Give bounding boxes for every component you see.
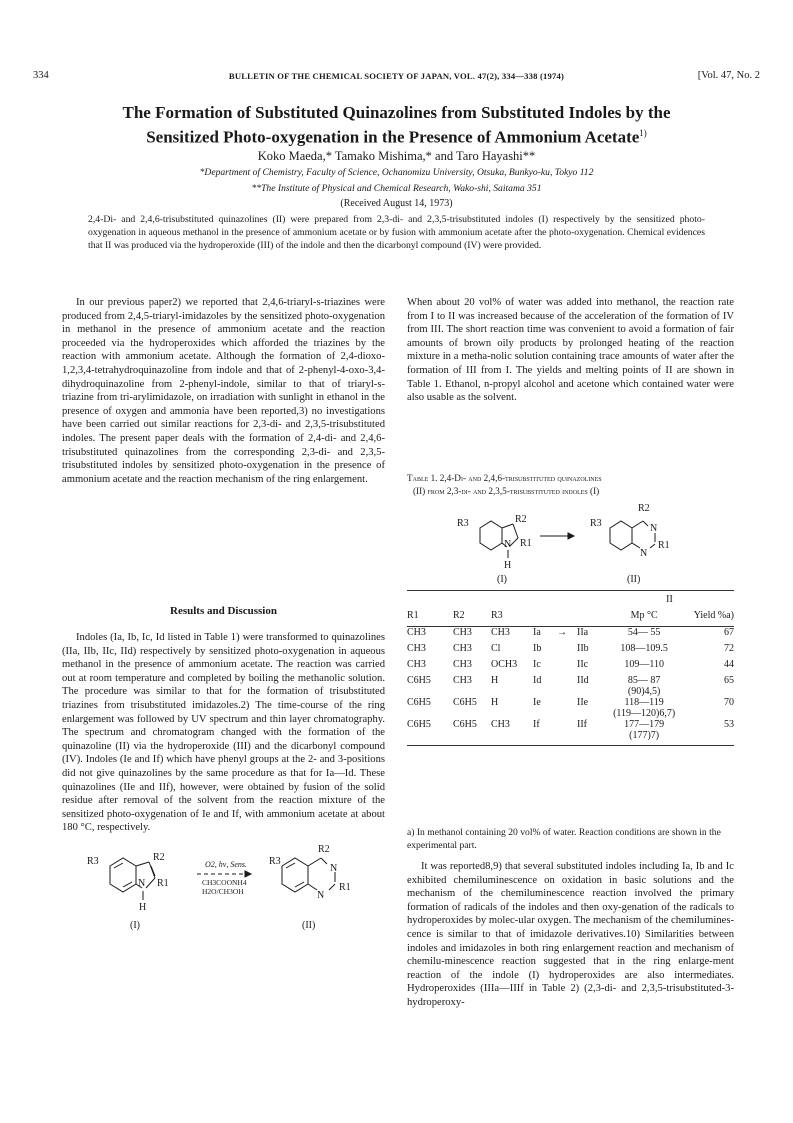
- right-top-text: When about 20 vol% of water was added into methanol, the reaction rate from I to II was increased because of the acceleration of the formation of IV from III. The short reaction time was convenient to avoid a formation of fair amounts of brown oily products by prolonged heating of the reaction mixture in a metha-nolic solution containing trace amounts of water after the formation of III from I. The yields and melting points of II are shown in Table 1. Ethanol, n-propyl alcohol and acetone which contained water were also usable as the solvent.: [407, 297, 734, 404]
- cell-mp-value: 85— 87: [627, 675, 661, 686]
- scheme-conditions-bottom-1: CH3COONH4: [202, 878, 247, 887]
- right-bottom-text: It was reported8,9) that several substituted indoles including Ia, Ib and Ic exhibited chemiluminescence on oxidation in basic solutions and the mechanism of the chemiluminescence reaction involved the primary formation of radicals of the indoles and then oxy-genation of the radicals to hydroperoxides by molec-ular oxygen. The mechanism of the chemilumines-cence is similar to that of imidazole derivatives.10) Similarities between indoles and imidazoles in both ring enlargement reaction and mechanism of chemilu-minescence reaction suggested that in the ring enlarge-ment reaction of the indole (I) hydroperoxides are also intermediates. Hydroperoxides (IIIa—IIIf in Table 2) (2,3-di- and 2,3,5-trisubstituted-3-hydroperoxy-: [407, 861, 734, 1008]
- diagram-r2-left: R2: [515, 514, 527, 525]
- cell-mp-literature: (90)4,5): [627, 686, 661, 697]
- cell-arrow: [557, 719, 577, 741]
- cell-indole: Ie: [533, 697, 541, 708]
- cell-r1: CH3: [407, 627, 426, 638]
- title-line-2-text: Sensitized Photo-oxygenation in the Presence of Ammonium Acetate: [146, 127, 640, 147]
- cell-r3: H: [491, 675, 499, 686]
- cell-r3: CH3: [491, 719, 510, 730]
- header-R2: R2: [453, 610, 491, 627]
- scheme-conditions-top: O2, hν, Sens.: [205, 860, 247, 869]
- cell-arrow: [557, 643, 577, 659]
- cell-r3: Cl: [491, 643, 501, 654]
- header-yield: Yield %a): [683, 610, 734, 627]
- cell-r2: C6H5: [453, 719, 477, 730]
- cell-r2: CH3: [453, 643, 472, 654]
- scheme-label-I: (I): [130, 920, 140, 931]
- cell-mp-value: 109—110: [624, 659, 664, 670]
- cell-quinazoline: IIc: [577, 659, 589, 670]
- cell-r2: CH3: [453, 659, 472, 670]
- scheme-r2-right: R2: [318, 844, 330, 855]
- header-R1: R1: [407, 610, 453, 627]
- volume-number: [Vol. 47, No. 2: [697, 70, 760, 81]
- cell-mp-value: 177—179: [624, 719, 665, 730]
- cell-arrow: →: [557, 627, 567, 638]
- running-header: [33, 70, 760, 86]
- cell-r1: C6H5: [407, 719, 431, 730]
- table-structure-diagram: [450, 500, 700, 588]
- cell-yield: 65: [724, 675, 734, 686]
- cell-arrow: [557, 697, 577, 719]
- table-caption-line-1: Table 1. 2,4-Di- and 2,4,6-trisubstituted quinazolines: [407, 473, 602, 483]
- scheme-r3-right: R3: [269, 856, 281, 867]
- diagram-r1-right: R1: [658, 540, 670, 551]
- cell-r2: C6H5: [453, 697, 477, 708]
- table-row: [407, 719, 734, 741]
- table-row: [407, 627, 734, 644]
- scheme-r2-left: R2: [153, 852, 165, 863]
- page-number: 334: [33, 70, 49, 81]
- cell-yield: 72: [724, 643, 734, 654]
- table-caption-line-2: (II) from 2,3-di- and 2,3,5-trisubstituted indoles (I): [413, 486, 600, 496]
- cell-mp: [605, 697, 683, 719]
- cell-mp-value: 108—109.5: [620, 643, 668, 654]
- diagram-n-right-bottom: N: [640, 548, 648, 559]
- title-line-2: [60, 123, 733, 148]
- scheme-r1-right: R1: [339, 882, 351, 893]
- cell-mp-literature: (119—120)6,7): [613, 708, 676, 719]
- cell-r3: CH3: [491, 627, 510, 638]
- table-grid: [407, 594, 734, 746]
- cell-yield: 70: [724, 697, 734, 708]
- diagram-r3-left: R3: [457, 518, 469, 529]
- scheme-h: H: [139, 902, 147, 913]
- diagram-r3-right: R3: [590, 518, 602, 529]
- diagram-h: H: [504, 560, 512, 571]
- cell-indole: Ic: [533, 659, 541, 670]
- cell-mp: [605, 659, 683, 675]
- header-blank: [407, 594, 453, 610]
- header-R3: R3: [491, 610, 533, 627]
- table-body: [407, 627, 734, 742]
- title-footnote-mark: 1): [639, 128, 647, 138]
- affiliation-2: **The Institute of Physical and Chemical Research, Wako-shi, Saitama 351: [251, 183, 542, 194]
- scheme-r1-left: R1: [157, 878, 169, 889]
- header-II: II: [666, 594, 673, 605]
- diagram-label-I: (I): [497, 574, 507, 585]
- cell-mp-literature: (177)7): [629, 730, 660, 741]
- table-row: [407, 659, 734, 675]
- header-mp: Mp °C: [605, 610, 683, 627]
- abstract: 2,4-Di- and 2,4,6-trisubstituted quinazolines (II) were prepared from 2,3-di- and 2,3,5-trisubstituted indoles (I) respectively by the sensitized photo-oxygenation in aqueous methanol in the presence of ammonium acetate or by fusion with ammonium acetate after the photo-oxygenation. Chemical evidences that II was produced via the hydroperoxide (III) of the indole and then the dicarbonyl compound (IV) were provided.: [88, 214, 705, 251]
- cell-r2: CH3: [453, 675, 472, 686]
- title-line-1: The Formation of Substituted Quinazolines from Substituted Indoles by the: [122, 103, 671, 122]
- right-bottom-paragraph: [407, 860, 734, 1010]
- cell-indole: Ia: [533, 627, 541, 638]
- cell-yield: 67: [724, 627, 734, 638]
- cell-indole: If: [533, 719, 540, 730]
- table-row: [407, 675, 734, 697]
- scheme-n-left: N: [138, 878, 146, 889]
- cell-yield: 53: [724, 719, 734, 730]
- cell-r3: OCH3: [491, 659, 518, 670]
- cell-r1: C6H5: [407, 697, 431, 708]
- results-paragraph: [62, 631, 385, 835]
- section-heading: Results and Discussion: [170, 605, 277, 617]
- reaction-scheme: [85, 838, 375, 938]
- cell-arrow: [557, 675, 577, 697]
- cell-mp: [605, 675, 683, 697]
- cell-quinazoline: IIe: [577, 697, 589, 708]
- results-text: Indoles (Ia, Ib, Ic, Id listed in Table 1) were transformed to quinazolines (IIa, IIb, IIc, IId) respectively by sensitized photo-oxygenation in aqueous methanol in the presence of ammonium acetate. The reaction was carried out at room temperature and completed by boiling the methanolic solution. The procedure was similar to that for the formation of trisubstituted triazines from trisubstituted imidazoles.2) The time-course of the ring enlargement was followed by UV spectrum and thin layer chromatography. The spectrum and chromatogram changed with the formation of the quinazoline (II) via the hydroperoxide (III) and the dicarbonyl compound (IV). Indoles (Ie and If) which have phenyl groups at the 2- and 3-positions did not give quinazolines by the same procedure as that for Ia—Id. These quinazolines (IIe and IIf), however, were obtained by fusion of the solid residue after removal of the solvent from the reaction mixture of the sensitized photo-oxygenation of Ie and If, with ammonium acetate at about 180 °C, respectively.: [62, 632, 385, 834]
- diagram-n-right-top: N: [650, 523, 658, 534]
- table-header-row-2: [407, 610, 734, 627]
- cell-mp: [605, 719, 683, 741]
- article-title: [60, 103, 733, 148]
- cell-quinazoline: IId: [577, 675, 589, 686]
- quinazoline-table: [407, 594, 734, 746]
- scheme-label-II: (II): [302, 920, 316, 931]
- scheme-conditions-bottom-2: H2O/CH3OH: [202, 887, 244, 896]
- cell-mp-value: 54— 55: [627, 627, 661, 638]
- table-caption: [407, 472, 734, 498]
- affiliation-1: *Department of Chemistry, Faculty of Science, Ochanomizu University, Otsuka, Bunkyo-ku, Tokyo 112: [199, 167, 594, 178]
- author-list: Koko Maeda,* Tamako Mishima,* and Taro Hayashi**: [257, 149, 536, 163]
- cell-quinazoline: IIf: [577, 719, 587, 730]
- right-top-paragraph: [407, 296, 734, 405]
- cell-indole: Ib: [533, 643, 542, 654]
- table-header-row-1: [407, 594, 734, 610]
- intro-text: In our previous paper2) we reported that 2,4,6-triaryl-s-triazines were produced from 2,4,5-triaryl-imidazoles by the sensitized photo-oxygenation in methanol in the presence of ammonium acetate and the reaction proceeded via the hydroperoxides which afforded the triazines by the reaction with ammonium acetate. Although the formation of 2,4-dioxo-1,2,3,4-tetrahydroquinazoline from indole and that of 2-phenyl-4-oxo-3,4-dihydroquinazoline from 2-phenyl-indole, similar to that of triaryl-s-triazine from tri-arylimidazole, on irradiation with sunlight in ethanol in the presence of oxygen and ammonia have been reported,3) no investigations have been carried out similar reactions for 2,3-di- and 2,3,5-trisubstituted indoles. The present paper deals with the formation of 2,4-di- and 2,4,6-trisubstituted quinazolines from the corresponding 2,3-di- and 2,3,5-trisubstituted indoles by sensitized photo-oxygenation in the presence of ammonium acetate and the reaction mechanism of the ring enlargement.: [62, 297, 385, 485]
- cell-mp: [605, 627, 683, 644]
- diagram-label-II: (II): [627, 574, 641, 585]
- scheme-n-right-top: N: [330, 863, 338, 874]
- cell-quinazoline: IIa: [577, 627, 589, 638]
- diagram-n-left: N: [504, 539, 512, 550]
- table-footnote: a) In methanol containing 20 vol% of water. Reaction conditions are shown in the experimental part.: [407, 827, 721, 851]
- diagram-r1-left: R1: [520, 538, 532, 549]
- table-top-rule: [407, 590, 734, 591]
- cell-arrow: [557, 659, 577, 675]
- cell-yield: 44: [724, 659, 734, 670]
- cell-r1: CH3: [407, 659, 426, 670]
- cell-indole: Id: [533, 675, 542, 686]
- diagram-r2-right: R2: [638, 503, 650, 514]
- table-row: [407, 697, 734, 719]
- cell-quinazoline: IIb: [577, 643, 589, 654]
- cell-r3: H: [491, 697, 499, 708]
- intro-paragraph: [62, 296, 385, 486]
- cell-mp: [605, 643, 683, 659]
- journal-name: BULLETIN OF THE CHEMICAL SOCIETY OF JAPAN, VOL. 47(2), 334—338 (1974): [228, 71, 565, 81]
- cell-r1: CH3: [407, 643, 426, 654]
- scheme-n-right-bottom: N: [317, 890, 325, 901]
- scheme-r3-left: R3: [87, 856, 99, 867]
- table-row: [407, 643, 734, 659]
- cell-r1: C6H5: [407, 675, 431, 686]
- cell-r2: CH3: [453, 627, 472, 638]
- cell-mp-value: 118—119: [624, 697, 664, 708]
- received-date: (Received August 14, 1973): [340, 198, 453, 209]
